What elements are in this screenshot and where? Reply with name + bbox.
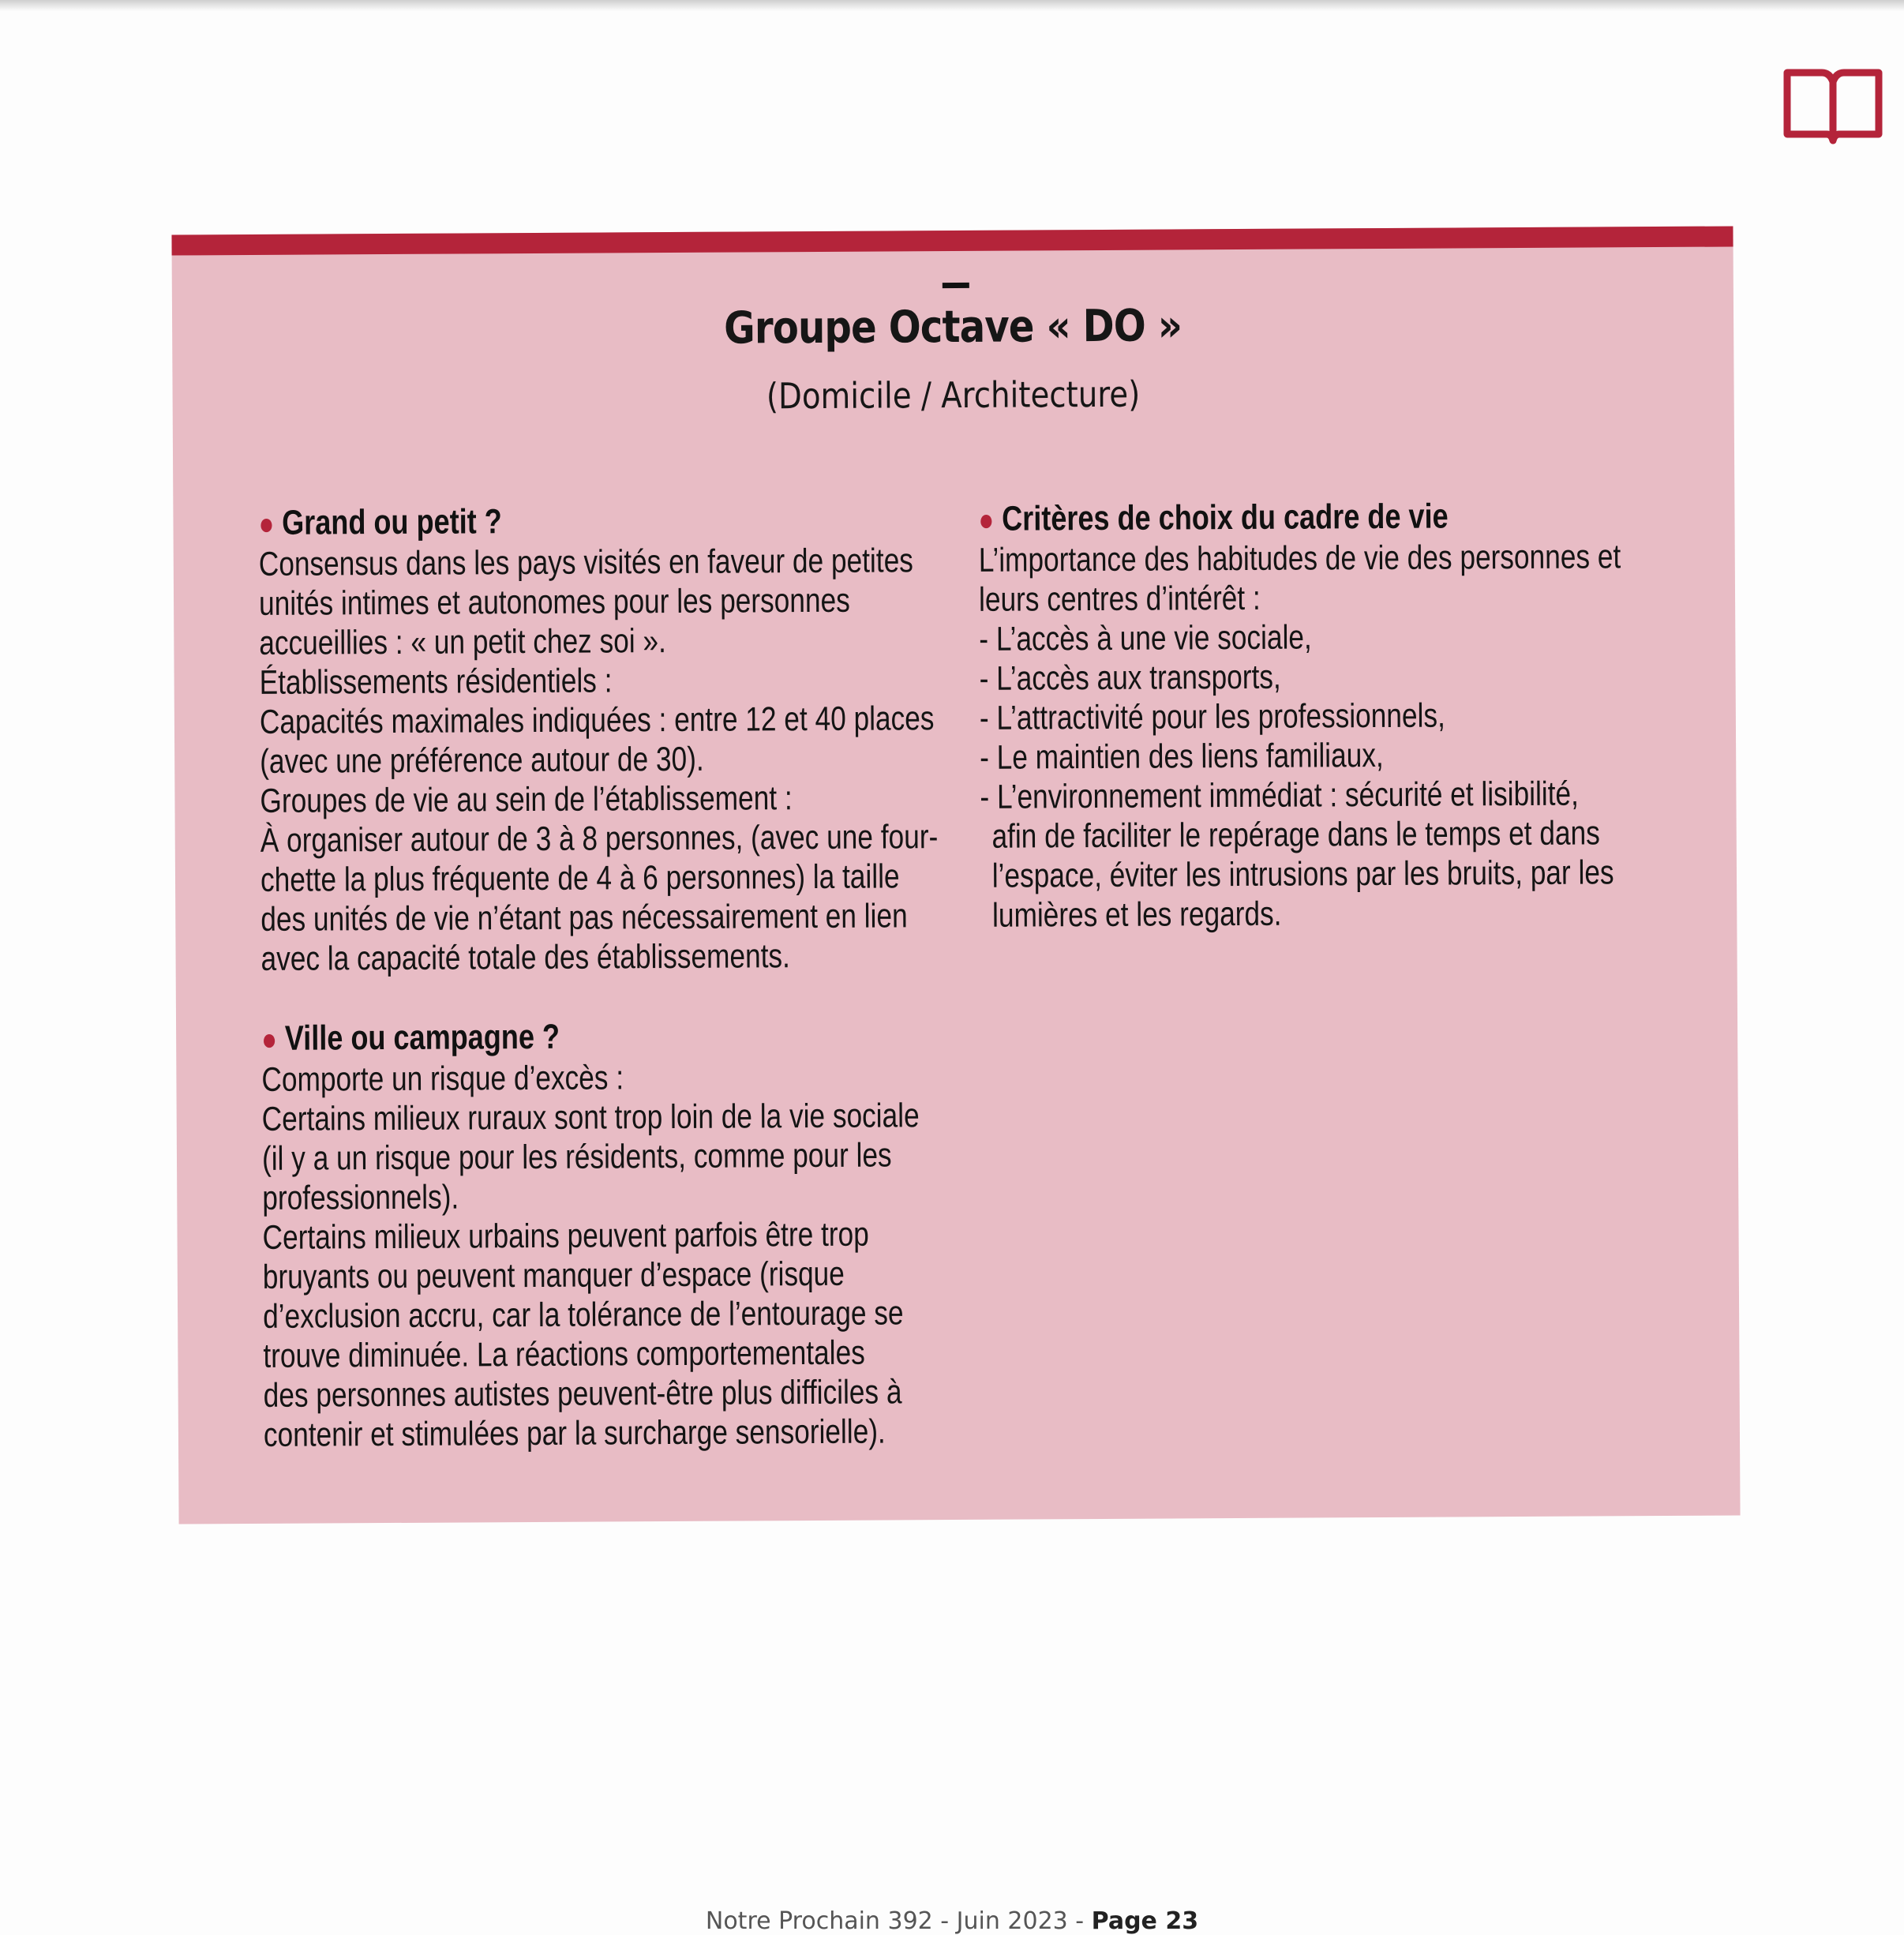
info-box	[171, 226, 1740, 1524]
text-line: contenir et stimulées par la surcharge sensorielle).	[263, 1412, 886, 1454]
list-item: - L’attractivité pour les professionnels,	[979, 696, 1445, 737]
list-item: - L’environnement immédiat : sécurité et lisibilité,	[980, 774, 1579, 816]
text-line: des personnes autistes peuvent-être plus difficiles à	[263, 1373, 902, 1415]
text-line: L’importance des habitudes de vie des personnes et	[978, 538, 1621, 579]
text-line: unités intimes et autonomes pour les personnes	[258, 581, 850, 623]
title-dash	[943, 283, 969, 288]
text-line: (avec une préférence autour de 30).	[260, 740, 704, 781]
text-line: bruyants ou peuvent manquer d’espace (risque	[262, 1254, 845, 1296]
box-subtitle: (Domicile / Architecture)	[766, 373, 1141, 418]
left-column	[258, 499, 1014, 1455]
text-line: Consensus dans les pays visités en faveur de petites	[258, 542, 913, 583]
bullet-icon: ●	[258, 506, 275, 542]
list-item: - L’accès à une vie sociale,	[979, 618, 1312, 658]
box-title: Groupe Octave « DO »	[724, 300, 1183, 354]
section-heading: ● Critères de choix du cadre de vie	[978, 497, 1449, 538]
text-line: Certains milieux ruraux sont trop loin de la vie sociale	[261, 1097, 920, 1138]
open-book-icon	[1781, 65, 1885, 145]
text-line: À organiser autour de 3 à 8 personnes, (avec une four-	[260, 818, 939, 860]
section-grand-ou-petit	[258, 499, 1012, 979]
footer-text: Notre Prochain 392 - Juin 2023 -	[705, 1907, 1092, 1935]
text-line: des unités de vie n’étant pas nécessairement en lien	[260, 897, 908, 939]
right-column	[978, 495, 1691, 936]
text-line: Certains milieux urbains peuvent parfois être trop	[262, 1215, 869, 1257]
text-line: leurs centres d’intérêt :	[978, 579, 1261, 619]
page-number: Page 23	[1091, 1907, 1199, 1935]
text-line: Capacités maximales indiquées : entre 12 et 40 places	[259, 699, 935, 741]
text-line: afin de faciliter le repérage dans le temps et dans	[991, 814, 1600, 856]
info-box-top-bar	[171, 226, 1733, 255]
section-ville-ou-campagne	[261, 1014, 1014, 1455]
text-line: professionnels).	[262, 1178, 459, 1217]
text-line: (il y a un risque pour les résidents, comme pour les	[261, 1136, 892, 1178]
text-line: accueillies : « un petit chez soi ».	[259, 622, 666, 662]
page-footer	[0, 1907, 1904, 1935]
section-heading: ● Ville ou campagne ?	[261, 1017, 560, 1058]
text-line: trouve diminuée. La réactions comportementales	[263, 1333, 865, 1375]
text-line: avec la capacité totale des établissements.	[260, 937, 791, 978]
list-item: - L’accès aux transports,	[979, 658, 1281, 698]
scan-edge-shadow	[0, 0, 1904, 11]
bullet-icon: ●	[978, 502, 995, 538]
bullet-icon: ●	[261, 1022, 278, 1057]
text-line: lumières et les regards.	[991, 894, 1282, 935]
text-line: d’exclusion accru, car la tolérance de l’entourage se	[262, 1294, 904, 1336]
text-line: chette la plus fréquente de 4 à 6 personnes) la taille	[260, 857, 900, 899]
section-heading: ● Grand ou petit ?	[258, 502, 502, 542]
list-item: - Le maintien des liens familiaux,	[980, 736, 1384, 777]
text-line: l’espace, éviter les intrusions par les bruits, par les	[991, 853, 1614, 895]
section-criteres	[978, 495, 1731, 936]
text-line: Groupes de vie au sein de l’établissement :	[260, 779, 793, 820]
text-line: Établissements résidentiels :	[259, 662, 613, 702]
text-line: Comporte un risque d’excès :	[261, 1059, 624, 1099]
